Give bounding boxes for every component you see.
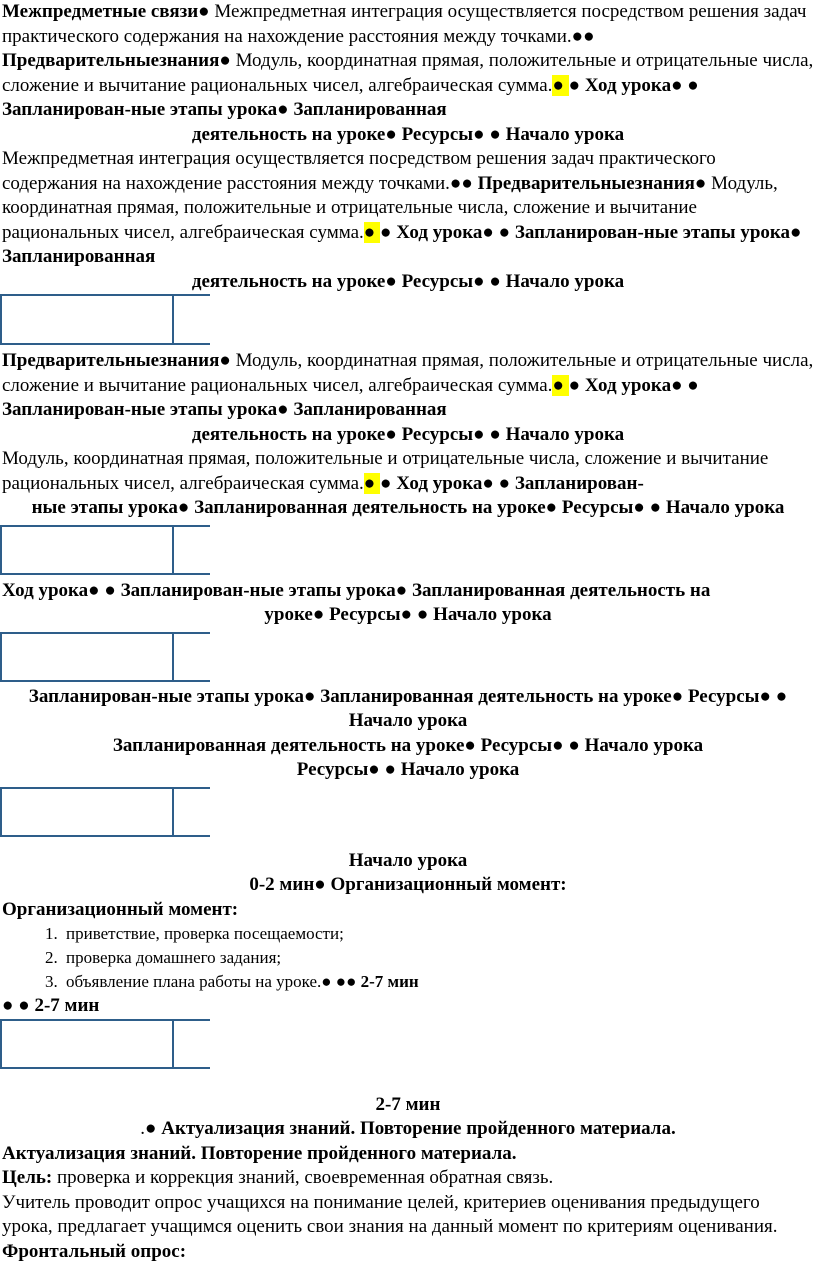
paragraph [0,994,816,1019]
centered-paragraph [0,603,816,628]
text-run: Модуль, координатная прямая, положительные и отрицательные числа, сложение и вычитание рациональных чисел, алгебраическая сумма. [2,50,813,96]
bold-text: Актуализация знаний. Повторение пройденного материала. [2,1143,517,1164]
paragraph [0,1191,816,1240]
bold-text: Фронтальный опрос: [2,1241,186,1262]
centered-paragraph [0,1117,816,1142]
text-run: Модуль, координатная прямая, положительные и отрицательные числа, сложение и вычитание рациональных чисел, алгебраическая сумма. [2,448,768,494]
bold-text: Запланированная деятельность на уроке● Ресурсы● ● Начало урока [113,735,703,756]
empty-table-frame [0,632,210,682]
table-border-line [172,294,174,345]
table-border-line [0,632,2,682]
table-border-line [0,835,210,837]
spacer [0,837,816,849]
text-run: Межпредметная интеграция осуществляется посредством решения задач практического содержания на нахождение расстояния между точками. [2,148,716,194]
empty-table-frame [0,1019,210,1069]
bold-text: 0-2 мин● Организационный момент: [249,874,566,895]
table-border-line [0,1019,210,1021]
paragraph [0,349,816,423]
empty-table-frame [0,787,210,837]
centered-paragraph [0,1093,816,1118]
paragraph [0,147,816,270]
bold-text: деятельность на уроке● Ресурсы● ● Начало урока [192,424,624,445]
bold-text: ●● Предварительныезнания● [2,26,595,72]
highlighted-text: ● [552,75,568,96]
bold-text: Ресурсы● ● Начало урока [297,759,520,780]
bold-text: ● Ход урока● ● Запланирован- [380,473,644,494]
text-run: Учитель проводит опрос учащихся на понимание целей, критериев оценивания предыдущего урока, предлагает учащимся оценить свои знания на данный момент по критериям оценивания. [2,1192,778,1238]
text-run: Модуль, координатная прямая, положительные и отрицательные числа, сложение и вычитание рациональных чисел, алгебраическая сумма. [2,173,778,243]
list-item [62,922,816,946]
text-run: Межпредметная интеграция осуществляется посредством решения задач практического содержания на нахождение расстояния между точками. [2,1,806,47]
bold-text: Ход урока● ● Запланирован-ные этапы урока● Запланированная деятельность на [2,580,710,601]
centered-paragraph [0,496,816,521]
list-item [62,946,816,970]
bold-text: Запланирован-ные этапы урока● Запланированная деятельность на уроке● Ресурсы● ● Начало урока [29,686,787,732]
bold-text: ● ● 2-7 мин [2,995,99,1016]
bold-text: уроке● Ресурсы● ● Начало урока [264,604,551,625]
paragraph [0,1142,816,1167]
bold-text: ●● Предварительныезнания● [450,173,711,194]
centered-paragraph [0,123,816,148]
text-run: . [140,1118,145,1139]
table-border-line [0,787,2,837]
bold-text: деятельность на уроке● Ресурсы● ● Начало урока [192,271,624,292]
centered-paragraph [0,758,816,783]
table-border-line [0,343,210,345]
centered-paragraph [0,849,816,874]
table-border-line [0,787,210,789]
bold-text: ● Ход урока● ● Запланирован-ные этапы урока● Запланированная [2,75,699,121]
bold-text: ● ●● 2-7 мин [321,972,418,991]
table-border-line [172,525,174,575]
centered-paragraph [0,873,816,898]
bold-text: Цель: [2,1167,57,1188]
table-border-line [172,787,174,837]
bold-text: 2-7 мин [376,1094,441,1115]
table-border-line [172,1019,174,1069]
table-border-line [0,294,210,296]
spacer [0,1069,816,1093]
table-border-line [0,1019,2,1069]
bold-text: деятельность на уроке● Ресурсы● ● Начало урока [192,124,624,145]
highlighted-text: ● [364,473,380,494]
bold-text: Межпредметные связи● [2,1,214,22]
centered-paragraph [0,685,816,734]
table-border-line [0,294,2,345]
text-run: проверка домашнего задания; [66,948,281,967]
table-border-line [0,525,210,527]
paragraph [0,0,816,123]
bold-text: Предварительныезнания● [2,350,236,371]
centered-paragraph [0,270,816,295]
table-border-line [0,680,210,682]
bold-text: ные этапы урока● Запланированная деятельность на уроке● Ресурсы● ● Начало урока [32,497,785,518]
paragraph [0,1166,816,1191]
text-run: проверка и коррекция знаний, своевременная обратная связь. [57,1167,553,1188]
text-run: Модуль, координатная прямая, положительные и отрицательные числа, сложение и вычитание рациональных чисел, алгебраическая сумма. [2,350,813,396]
bold-text: ● Ход урока● ● Запланирован-ные этапы урока● Запланированная [2,375,699,421]
centered-paragraph [0,734,816,759]
empty-table-frame [0,525,210,575]
table-border-line [0,525,2,575]
paragraph [0,447,816,496]
list-item [62,970,816,994]
table-border-line [0,573,210,575]
paragraph [0,898,816,923]
text-run: объявление плана работы на уроке. [66,972,321,991]
bold-text: ● Актуализация знаний. Повторение пройденного материала. [145,1118,676,1139]
bold-text: Начало урока [349,850,468,871]
highlighted-text: ● [364,222,380,243]
empty-table-frame [0,294,210,345]
numbered-list [0,922,816,994]
table-border-line [0,632,210,634]
highlighted-text: ● [552,375,568,396]
table-border-line [172,632,174,682]
bold-text: ● Ход урока● ● Запланирован-ные этапы урока● Запланированная [2,222,802,268]
paragraph [0,579,816,604]
text-run: приветствие, проверка посещаемости; [66,924,344,943]
bold-text: Организационный момент: [2,899,238,920]
centered-paragraph [0,423,816,448]
table-border-line [0,1067,210,1069]
